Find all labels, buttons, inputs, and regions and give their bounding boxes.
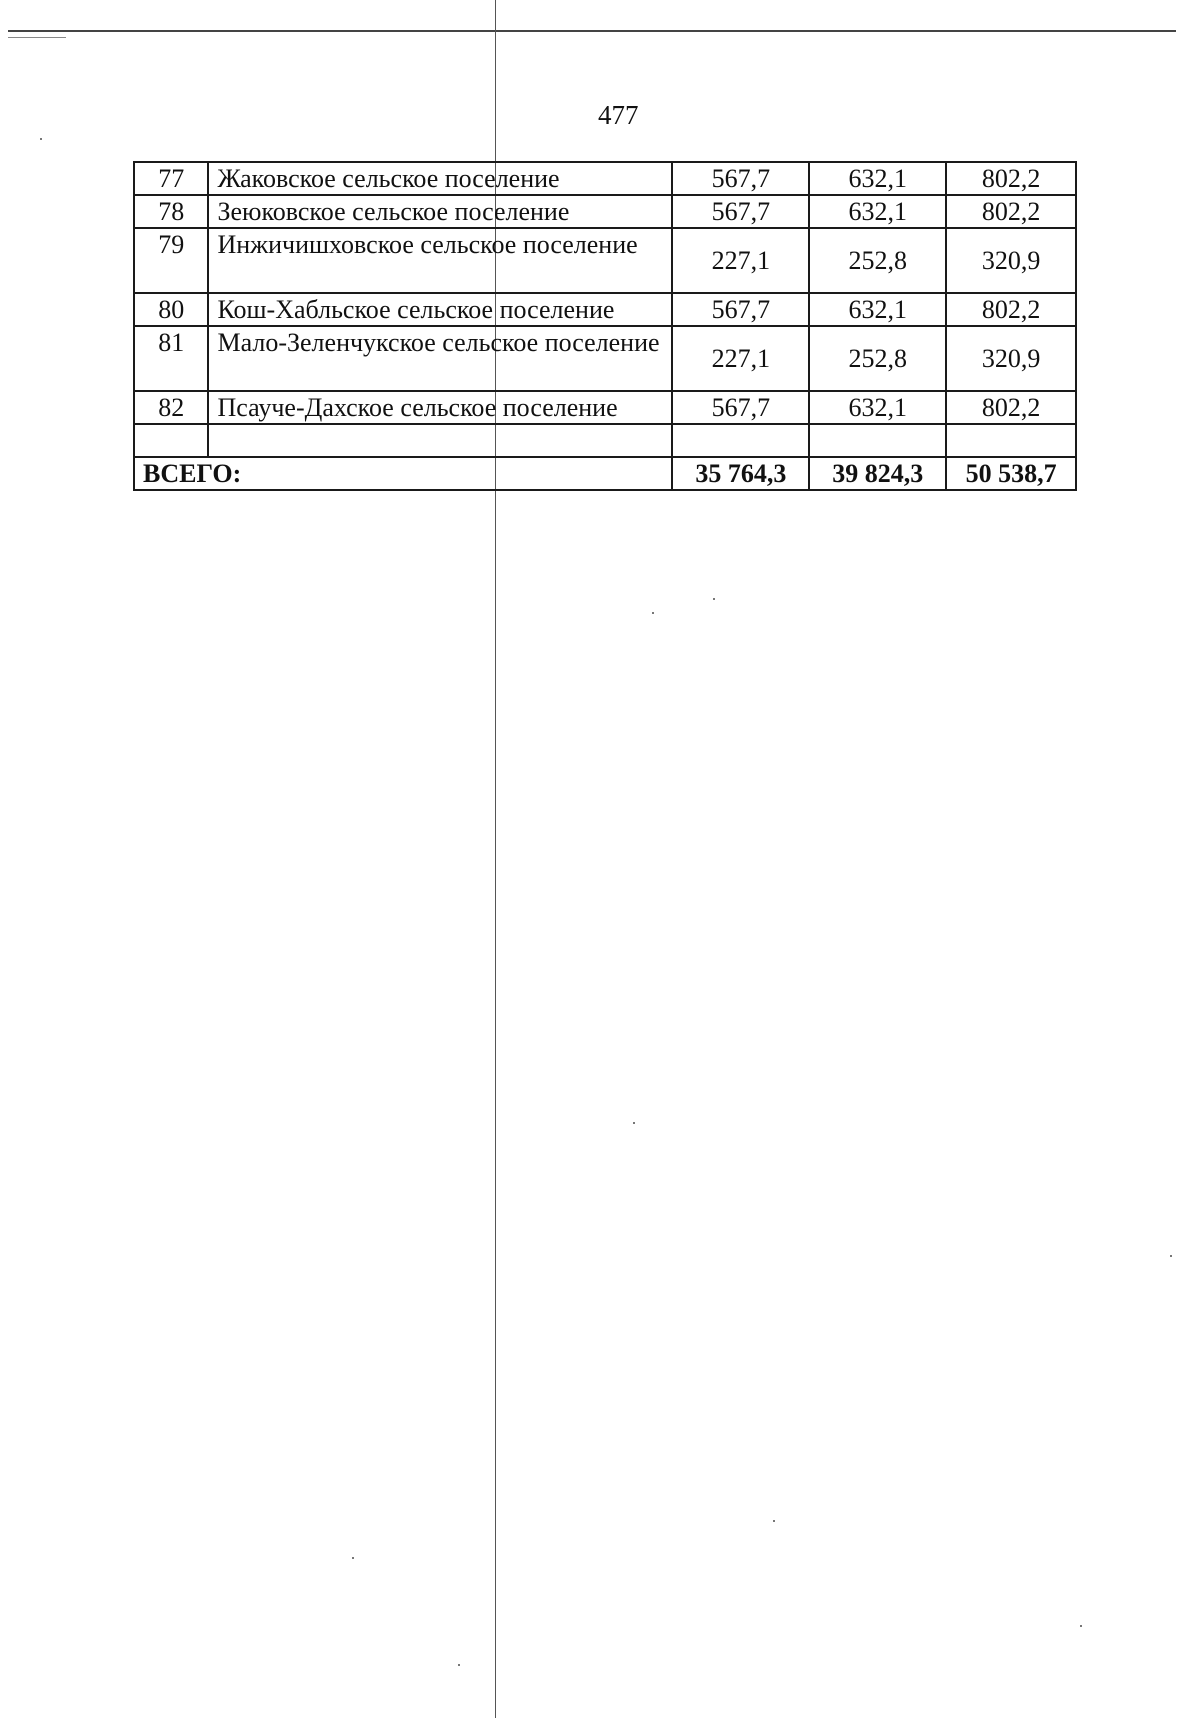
row-number: 81 <box>134 326 208 391</box>
settlements-table <box>133 161 1077 491</box>
row-number: 82 <box>134 391 208 424</box>
total-value-col-2: 39 824,3 <box>809 457 946 490</box>
value-col-3: 320,9 <box>946 228 1076 293</box>
row-number: 80 <box>134 293 208 326</box>
settlement-name: Кош-Хабльское сельское поселение <box>208 293 672 326</box>
value-col-3: 802,2 <box>946 293 1076 326</box>
scan-speck <box>1170 1255 1172 1257</box>
row-number: 79 <box>134 228 208 293</box>
settlement-name: Псауче-Дахское сельское поселение <box>208 391 672 424</box>
scan-speck <box>633 1122 635 1124</box>
value-col-1: 567,7 <box>672 391 809 424</box>
scan-speck <box>458 1664 460 1666</box>
row-number: 77 <box>134 162 208 195</box>
value-col-3: 802,2 <box>946 391 1076 424</box>
settlement-name: Жаковское сельское поселение <box>208 162 672 195</box>
value-col-1: 567,7 <box>672 293 809 326</box>
value-col-2: 632,1 <box>809 391 946 424</box>
scan-speck <box>652 612 654 614</box>
scan-speck <box>1080 1625 1082 1627</box>
page-number: 477 <box>598 100 639 130</box>
settlement-name: Инжичишховское сельское поселение <box>208 228 672 293</box>
value-col-1: 567,7 <box>672 162 809 195</box>
table-row <box>134 228 1076 293</box>
table-row <box>134 326 1076 391</box>
table-row-empty <box>134 424 1076 457</box>
scan-speck <box>713 598 715 600</box>
value-col-3: 802,2 <box>946 195 1076 228</box>
value-col-3: 320,9 <box>946 326 1076 391</box>
table-row <box>134 195 1076 228</box>
value-col-1: 227,1 <box>672 326 809 391</box>
value-col-2: 252,8 <box>809 326 946 391</box>
row-number: 78 <box>134 195 208 228</box>
total-value-col-1: 35 764,3 <box>672 457 809 490</box>
table-row <box>134 391 1076 424</box>
value-col-3: 802,2 <box>946 162 1076 195</box>
empty-cell <box>809 424 946 457</box>
total-value-col-3: 50 538,7 <box>946 457 1076 490</box>
value-col-2: 632,1 <box>809 162 946 195</box>
table-row <box>134 162 1076 195</box>
scan-speck <box>352 1557 354 1559</box>
scan-speck <box>773 1520 775 1522</box>
value-col-2: 252,8 <box>809 228 946 293</box>
table-row-total <box>134 457 1076 490</box>
scan-artifact-top-line <box>8 30 1176 32</box>
total-label: ВСЕГО: <box>134 457 672 490</box>
value-col-1: 227,1 <box>672 228 809 293</box>
value-col-2: 632,1 <box>809 293 946 326</box>
table-row <box>134 293 1076 326</box>
empty-cell <box>208 424 672 457</box>
settlement-name: Зеюковское сельское поселение <box>208 195 672 228</box>
scan-speck <box>40 138 42 140</box>
empty-cell <box>672 424 809 457</box>
value-col-1: 567,7 <box>672 195 809 228</box>
settlement-name: Мало-Зеленчукское сельское поселение <box>208 326 672 391</box>
scan-artifact-top-left-line <box>8 37 66 38</box>
value-col-2: 632,1 <box>809 195 946 228</box>
empty-cell <box>946 424 1076 457</box>
empty-cell <box>134 424 208 457</box>
